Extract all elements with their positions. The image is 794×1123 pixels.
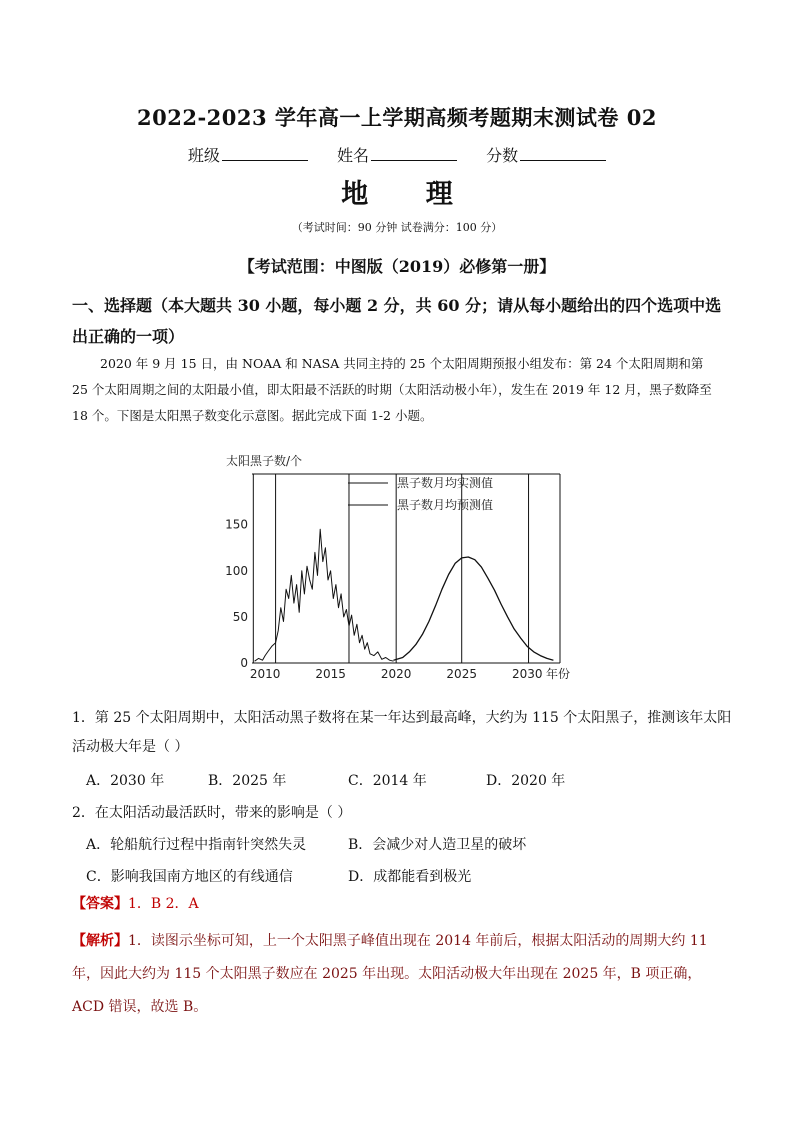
legend-label: 黑子数月均预测值 xyxy=(397,498,494,512)
q2-option-b: B．会减少对人造卫星的破坏 xyxy=(348,837,527,853)
y-tick-label: 50 xyxy=(232,609,248,624)
explanation-text: 1．读图示坐标可知，上一个太阳黑子峰值出现在 2014 年前后，根据太阳活动的周期大约 11 年，因此大约为 115 个太阳黑子数应在 2025 年出现。太阳活动极大年出现在 2025 年，B 项正确，ACD 错误，故选 B。 xyxy=(72,933,708,1015)
score-blank xyxy=(520,146,606,161)
q1-option-c: C．2014 年 xyxy=(348,773,427,789)
q1-option-d: D．2020 年 xyxy=(486,773,566,789)
explanation-tag: 【解析】 xyxy=(72,933,128,949)
class-label: 班级 xyxy=(187,146,220,165)
question-1-stem: 1．第 25 个太阳周期中，太阳活动黑子数将在某一年达到最高峰，大约为 115 个太阳黑子，推测该年太阳活动极大年是（ ） xyxy=(72,710,732,755)
answer-line xyxy=(72,893,732,913)
explanation-block xyxy=(72,925,732,1024)
x-axis-label: 年份 xyxy=(545,667,570,681)
y-axis-label: 太阳黑子数/个 xyxy=(226,454,303,468)
y-tick-label: 0 xyxy=(240,656,248,670)
q1-option-a: A．2030 年 xyxy=(86,773,165,789)
class-blank xyxy=(222,146,308,161)
q2-option-c: C．影响我国南方地区的有线通信 xyxy=(86,869,293,885)
answer-text: 1．B 2．A xyxy=(128,896,199,912)
q1-option-b: B．2025 年 xyxy=(208,773,287,789)
legend-label: 黑子数月均实测值 xyxy=(397,476,494,490)
name-blank xyxy=(371,146,457,161)
exam-title: 2022-2023 学年高一上学期高频考题期末测试卷 02 xyxy=(137,105,657,130)
q2-option-d: D．成都能看到极光 xyxy=(348,869,472,885)
x-tick-label: 2030 xyxy=(511,667,543,681)
x-tick-label: 2010 xyxy=(249,667,281,681)
y-tick-label: 150 xyxy=(225,517,248,532)
question-2 xyxy=(72,799,732,828)
q2-option-a: A．轮船航行过程中指南针突然失灵 xyxy=(86,837,307,853)
y-tick-label: 100 xyxy=(225,563,248,578)
subject-title: 地 理 xyxy=(341,179,477,210)
student-info-row xyxy=(0,143,794,166)
question-1 xyxy=(72,704,732,762)
exam-scope: 【考试范围：中图版（2019）必修第一册】 xyxy=(238,257,556,276)
x-tick-label: 2015 xyxy=(315,667,346,681)
sunspot-chart xyxy=(222,450,582,686)
answer-tag: 【答案】 xyxy=(72,896,128,912)
score-label: 分数 xyxy=(486,146,519,165)
name-label: 姓名 xyxy=(336,146,369,165)
predicted-series-line xyxy=(394,557,554,660)
question-2-stem: 2．在太阳活动最活跃时，带来的影响是（ ） xyxy=(72,805,352,821)
reading-passage: 2020 年 9 月 15 日，由 NOAA 和 NASA 共同主持的 25 个太阳周期预报小组发布：第 24 个太阳周期和第 25 个太阳周期之间的太阳最小值，即太阳最不活跃的时期（太阳活动极小年），发生在 2019 年 12 月，黑子数降至 18 个。下图是太阳黑子数变化示意图。据此完成下面 1-2 小题。 xyxy=(72,356,712,423)
x-tick-label: 2020 xyxy=(380,667,412,681)
x-tick-label: 2025 xyxy=(446,667,477,681)
section-heading: 一、选择题（本大题共 30 小题，每小题 2 分，共 60 分；请从每小题给出的四个选项中选出正确的一项） xyxy=(72,296,722,346)
exam-note: （考试时间：90 分钟 试卷满分：100 分） xyxy=(291,221,503,234)
